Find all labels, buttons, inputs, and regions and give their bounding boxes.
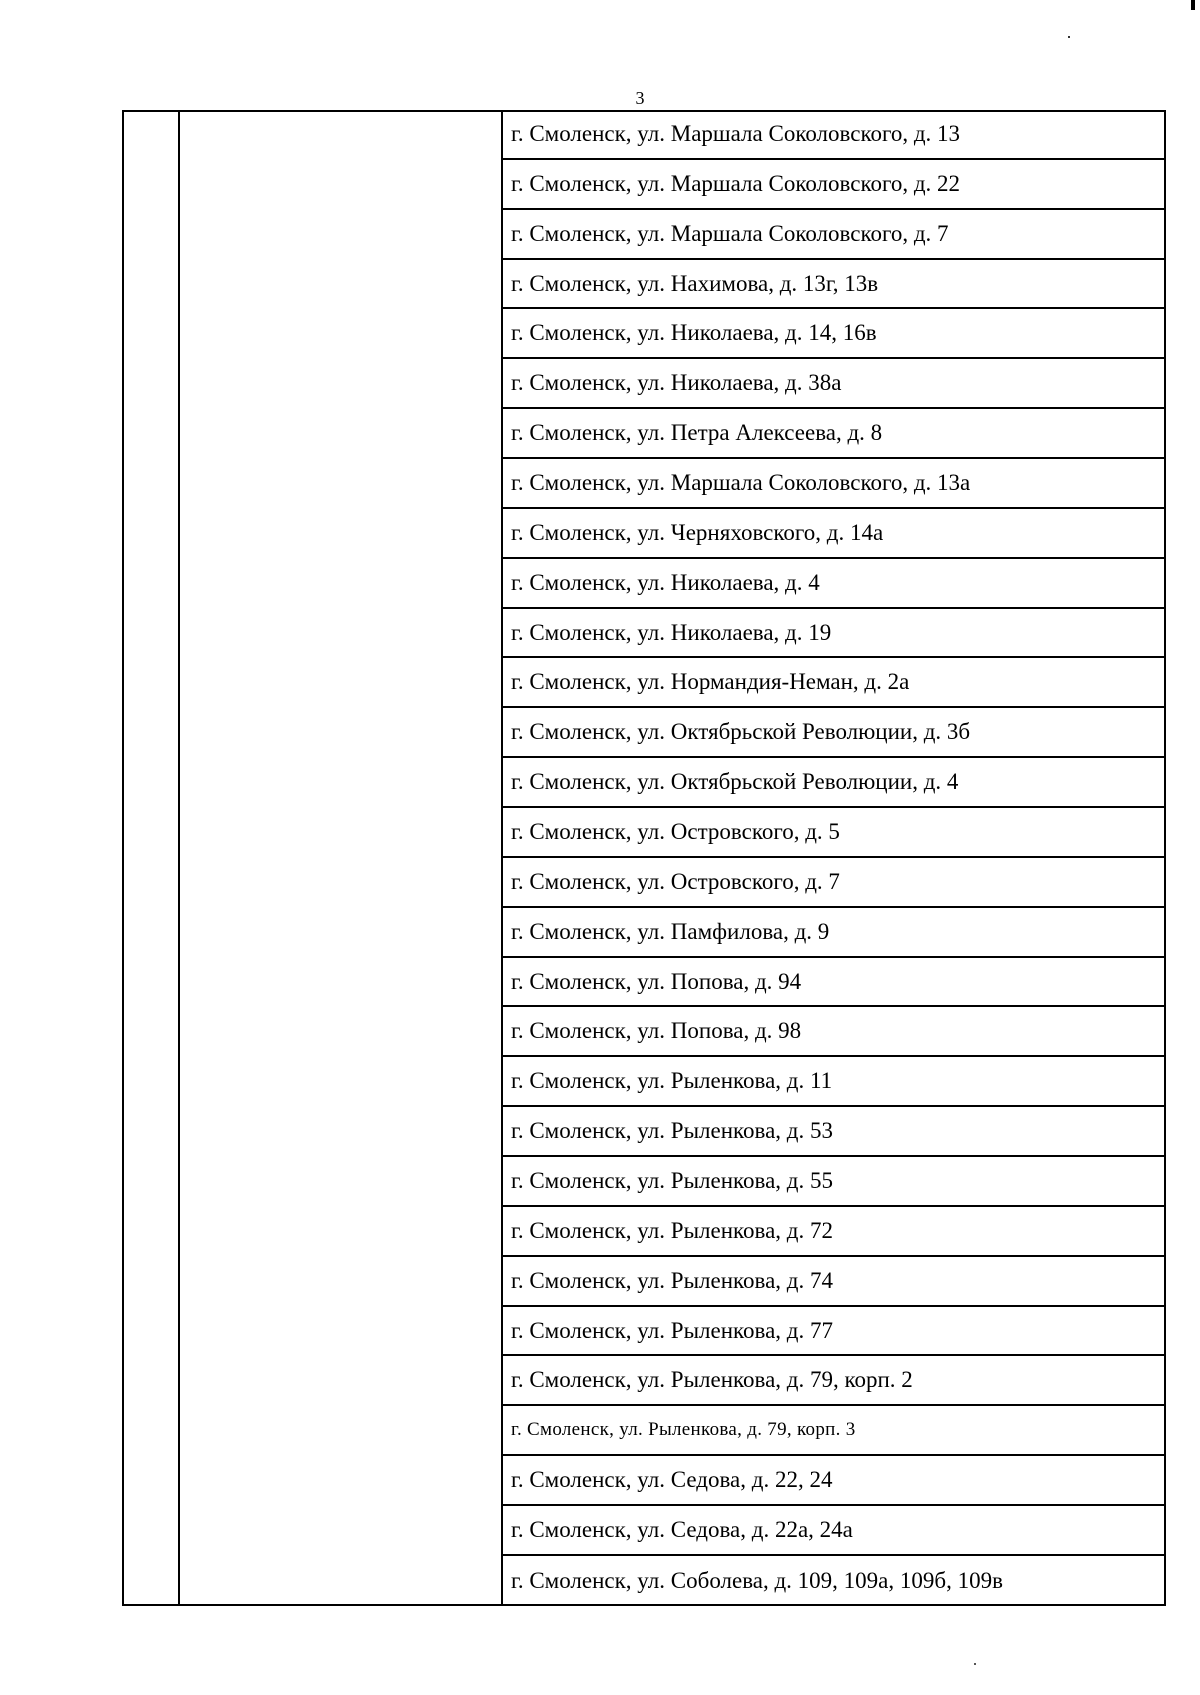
address-cell: г. Смоленск, ул. Маршала Соколовского, д. 22 xyxy=(511,170,961,196)
address-cell: г. Смоленск, ул. Октябрьской Революции, д. 3б xyxy=(511,719,971,745)
table-row xyxy=(503,409,1166,459)
address-cell: г. Смоленск, ул. Седова, д. 22а, 24а xyxy=(511,1516,853,1542)
table-row xyxy=(503,210,1166,260)
table-column-addresses xyxy=(503,110,1166,1606)
address-cell: г. Смоленск, ул. Попова, д. 94 xyxy=(511,968,802,994)
table-row xyxy=(503,858,1166,908)
address-cell: г. Смоленск, ул. Рыленкова, д. 11 xyxy=(511,1068,833,1094)
table-column-number xyxy=(122,110,180,1606)
address-table xyxy=(122,110,1166,1606)
table-row xyxy=(503,110,1166,160)
address-cell: г. Смоленск, ул. Рыленкова, д. 77 xyxy=(511,1317,833,1343)
address-cell: г. Смоленск, ул. Рыленкова, д. 74 xyxy=(511,1267,833,1293)
address-cell: г. Смоленск, ул. Маршала Соколовского, д. 13 xyxy=(511,120,961,146)
table-row xyxy=(503,1506,1166,1556)
table-row xyxy=(503,1057,1166,1107)
table-row xyxy=(503,609,1166,659)
table-row xyxy=(503,1157,1166,1207)
table-row xyxy=(503,808,1166,858)
address-cell: г. Смоленск, ул. Рыленкова, д. 79, корп. 3 xyxy=(511,1419,856,1441)
table-row xyxy=(503,1257,1166,1307)
scan-speck xyxy=(1068,36,1070,38)
address-cell: г. Смоленск, ул. Маршала Соколовского, д. 13а xyxy=(511,469,971,495)
address-cell: г. Смоленск, ул. Рыленкова, д. 72 xyxy=(511,1217,833,1243)
address-cell: г. Смоленск, ул. Рыленкова, д. 55 xyxy=(511,1167,833,1193)
address-cell: г. Смоленск, ул. Рыленкова, д. 79, корп. 2 xyxy=(511,1367,913,1393)
address-cell: г. Смоленск, ул. Николаева, д. 38а xyxy=(511,370,842,396)
address-cell: г. Смоленск, ул. Соболева, д. 109, 109а, 109б, 109в xyxy=(511,1567,1003,1593)
address-cell: г. Смоленск, ул. Черняховского, д. 14а xyxy=(511,519,884,545)
table-row xyxy=(503,708,1166,758)
scan-speck xyxy=(974,1663,976,1665)
table-row xyxy=(503,559,1166,609)
address-cell: г. Смоленск, ул. Попова, д. 98 xyxy=(511,1018,802,1044)
table-row xyxy=(503,1456,1166,1506)
address-cell: г. Смоленск, ул. Николаева, д. 19 xyxy=(511,619,832,645)
address-cell: г. Смоленск, ул. Николаева, д. 4 xyxy=(511,569,820,595)
table-column-organization xyxy=(180,110,503,1606)
table-row xyxy=(503,459,1166,509)
table-row xyxy=(503,758,1166,808)
table-row xyxy=(503,1556,1166,1606)
address-cell: г. Смоленск, ул. Николаева, д. 14, 16в xyxy=(511,320,877,346)
table-row xyxy=(503,1307,1166,1357)
address-cell: г. Смоленск, ул. Рыленкова, д. 53 xyxy=(511,1118,833,1144)
table-row xyxy=(503,160,1166,210)
address-cell: г. Смоленск, ул. Нормандия-Неман, д. 2а xyxy=(511,669,910,695)
table-row xyxy=(503,1356,1166,1406)
table-row xyxy=(503,260,1166,310)
table-row xyxy=(503,658,1166,708)
address-cell: г. Смоленск, ул. Островского, д. 7 xyxy=(511,868,840,894)
address-cell: г. Смоленск, ул. Островского, д. 5 xyxy=(511,818,840,844)
table-row xyxy=(503,1007,1166,1057)
address-cell: г. Смоленск, ул. Памфилова, д. 9 xyxy=(511,918,830,944)
table-bottom-border xyxy=(122,1604,1166,1606)
address-cell: г. Смоленск, ул. Маршала Соколовского, д. 7 xyxy=(511,220,949,246)
page-number: 3 xyxy=(635,88,645,108)
address-cell: г. Смоленск, ул. Седова, д. 22, 24 xyxy=(511,1467,833,1493)
address-cell: г. Смоленск, ул. Нахимова, д. 13г, 13в xyxy=(511,270,879,296)
table-row xyxy=(503,309,1166,359)
table-row xyxy=(503,958,1166,1008)
scan-mark xyxy=(1191,0,1195,10)
address-cell: г. Смоленск, ул. Петра Алексеева, д. 8 xyxy=(511,420,883,446)
table-row xyxy=(503,359,1166,409)
address-cell: г. Смоленск, ул. Октябрьской Революции, д. 4 xyxy=(511,769,959,795)
table-row xyxy=(503,1207,1166,1257)
table-row xyxy=(503,1107,1166,1157)
table-row xyxy=(503,509,1166,559)
table-row xyxy=(503,908,1166,958)
table-row xyxy=(503,1406,1166,1456)
